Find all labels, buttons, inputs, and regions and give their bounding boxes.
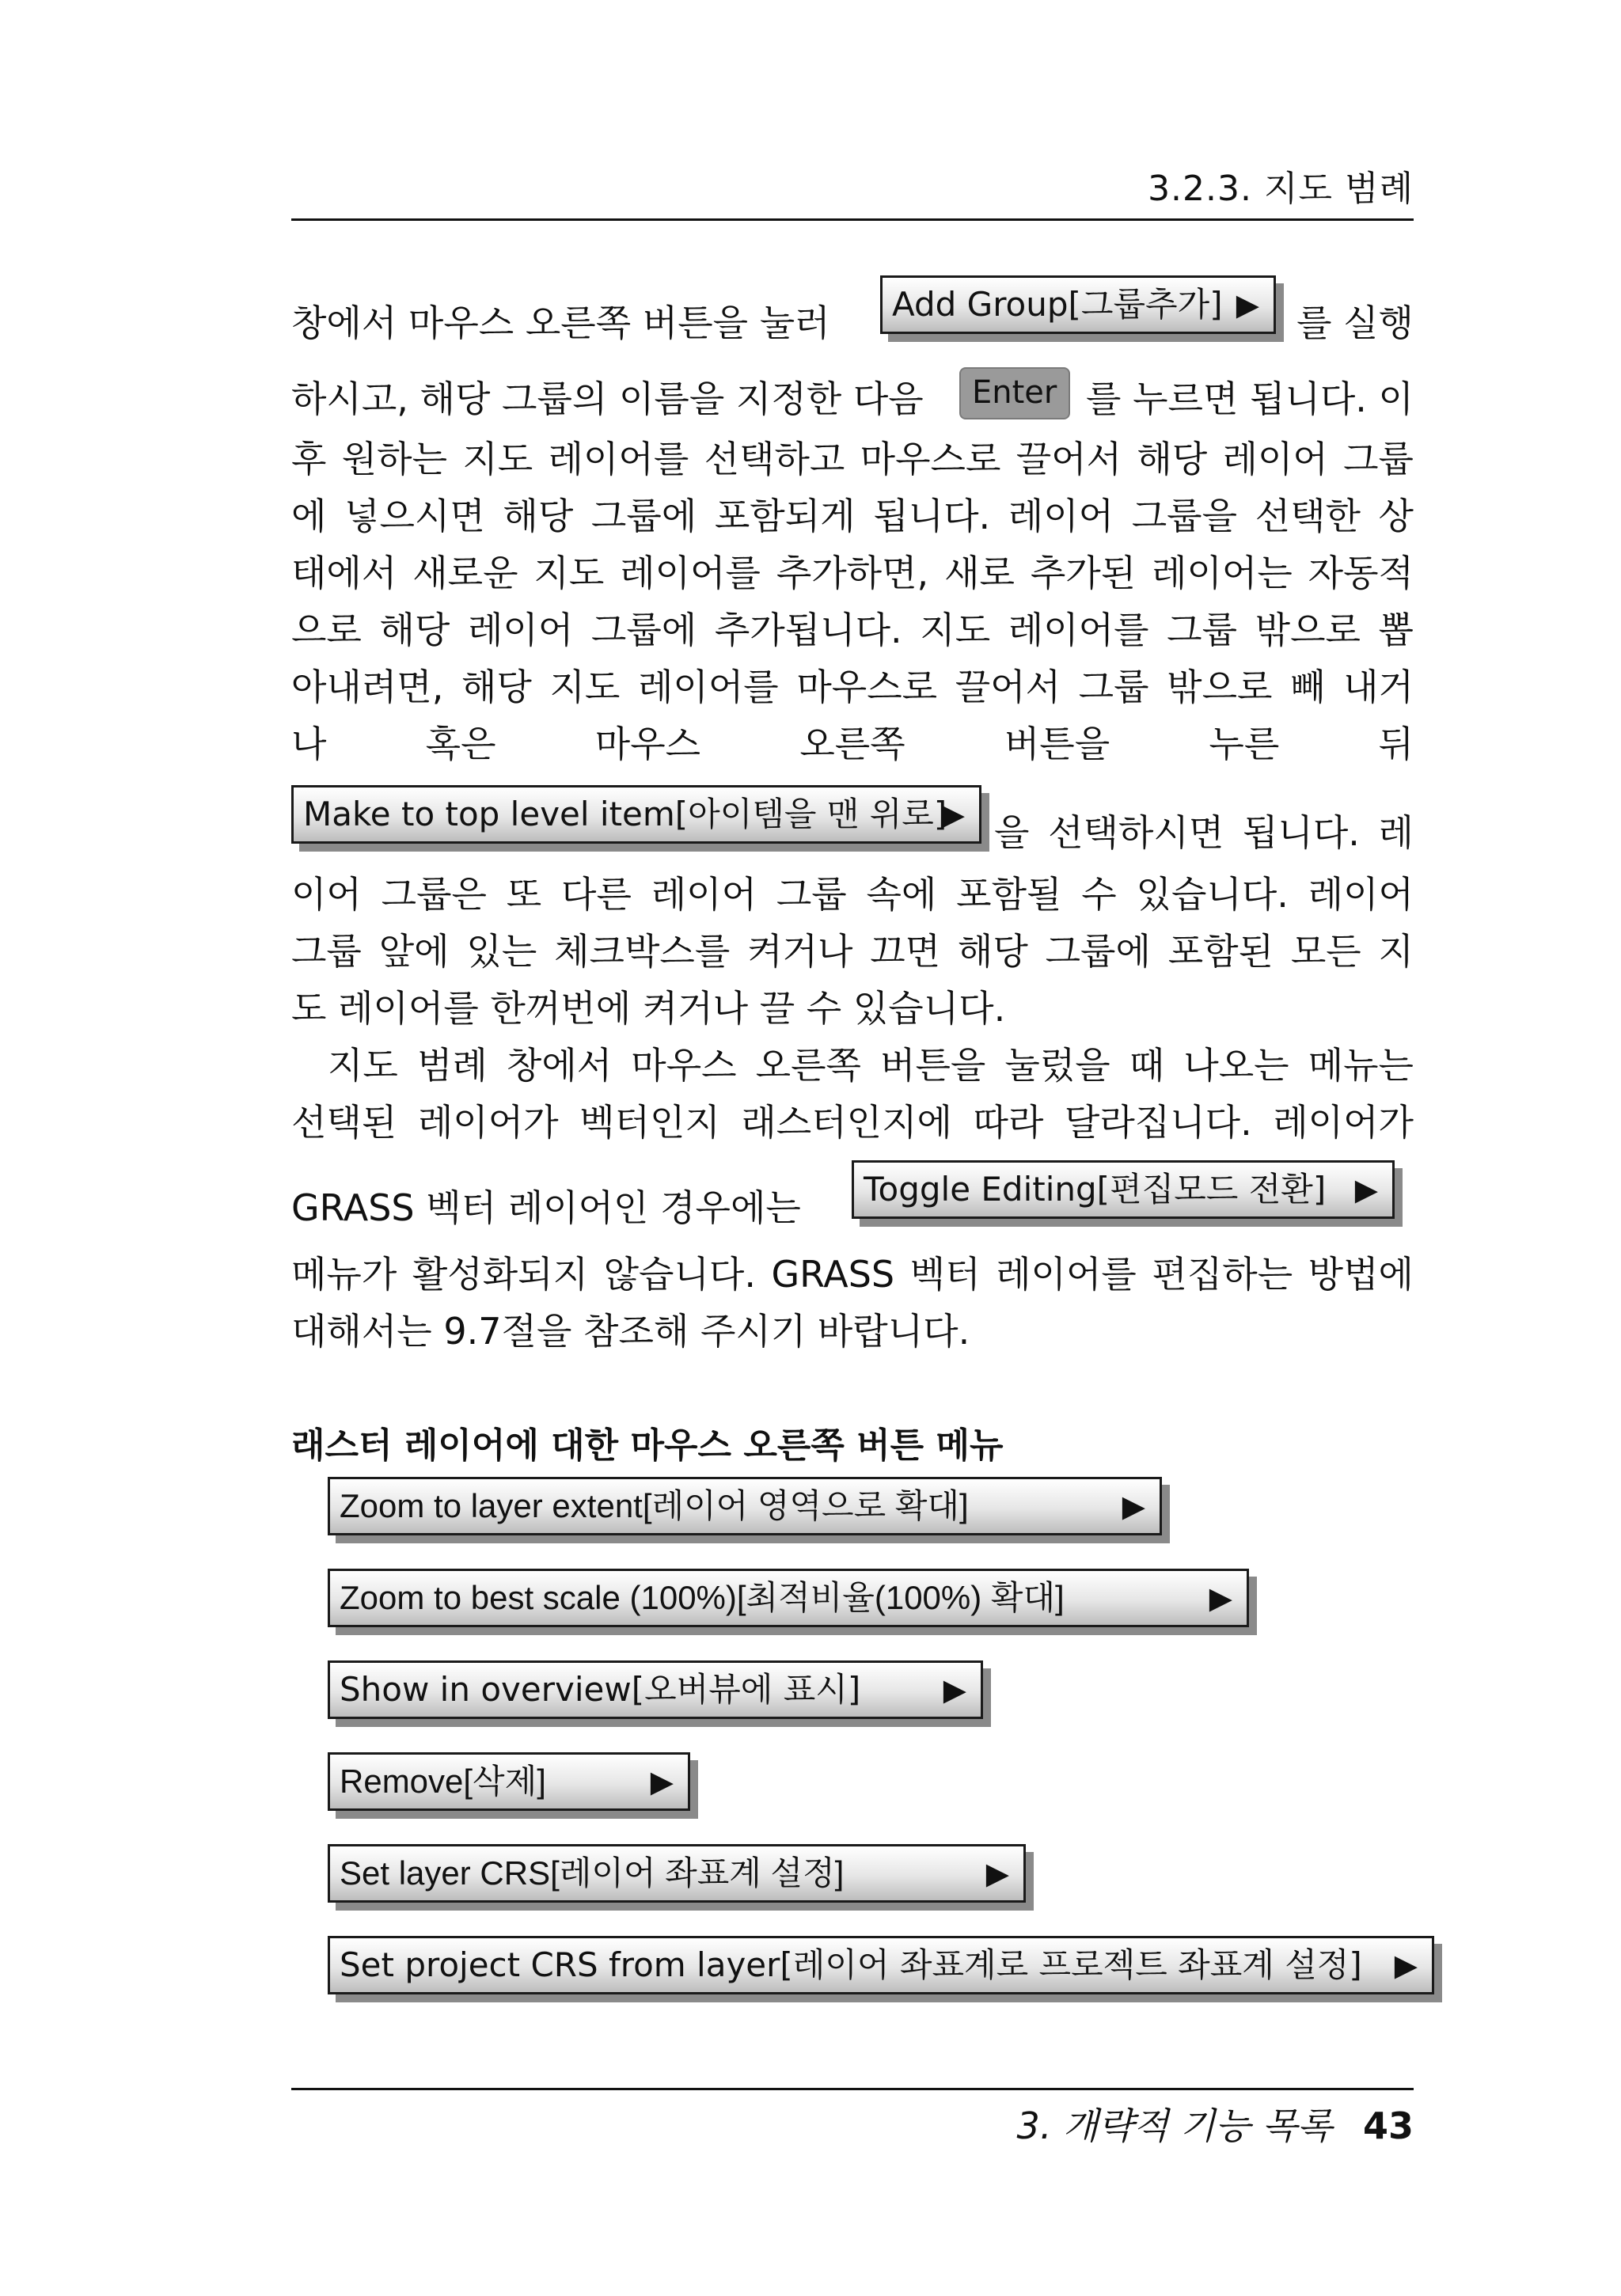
page-header xyxy=(291,155,1414,221)
enter-key xyxy=(959,367,1070,419)
page-footer xyxy=(1017,2097,1414,2150)
text-line: 태에서 새로운 지도 레이어를 추가하면, 새로 추가된 레이어는 자동적 xyxy=(291,552,1414,594)
arrow-right-icon: ▶ xyxy=(1236,287,1259,322)
text-fragment: 창에서 마우스 오른쪽 버튼을 눌러 xyxy=(291,302,830,344)
text-line: 대해서는 9.7절을 참조해 주시기 바랍니다. xyxy=(291,1310,970,1353)
menu-item-label: Set project CRS from layer[레이어 좌표계로 프로젝트 좌표계 설정] xyxy=(340,1945,1362,1984)
raster-menu-heading: 래스터 레이어에 대한 마우스 오른쪽 버튼 메뉴 xyxy=(291,1425,1004,1466)
make-top-level-menu-item[interactable] xyxy=(291,785,981,844)
text-fragment: 를 실행 xyxy=(1296,302,1414,344)
menu-item-label: Toggle Editing[편집모드 전환] xyxy=(864,1170,1327,1209)
text-line: 아내려면, 해당 지도 레이어를 마우스로 끌어서 그룹 밖으로 빼 내거 xyxy=(291,666,1414,708)
text-line: 도 레이어를 한꺼번에 켜거나 끌 수 있습니다. xyxy=(291,987,1006,1030)
text-fragment: GRASS 벡터 레이어인 경우에는 xyxy=(291,1186,801,1229)
arrow-right-icon: ▶ xyxy=(650,1764,674,1799)
menu-item-set-project-crs[interactable] xyxy=(328,1936,1434,1994)
menu-item-show-in-overview[interactable] xyxy=(328,1660,983,1719)
text-fragment: 를 누르면 됩니다. 이 xyxy=(1086,378,1414,420)
text-line: 으로 해당 레이어 그룹에 추가됩니다. 지도 레이어를 그룹 밖으로 뽑 xyxy=(291,609,1414,651)
text-line: 을 선택하시면 됩니다. 레 xyxy=(994,811,1414,854)
text-line: 지도 범례 창에서 마우스 오른쪽 버튼을 눌렀을 때 나오는 메뉴는 xyxy=(328,1044,1414,1087)
section-title: 3.2.3. 지도 범례 xyxy=(1148,169,1414,209)
text-line xyxy=(291,715,1414,772)
text-fragment: 하시고, 해당 그룹의 이름을 지정한 다음 xyxy=(291,378,924,420)
text-line: 그룹 앞에 있는 체크박스를 켜거나 끄면 해당 그룹에 포함된 모든 지 xyxy=(291,930,1414,973)
menu-item-label: Set layer CRS[레이어 좌표계 설정] xyxy=(340,1854,845,1892)
arrow-right-icon: ▶ xyxy=(1122,1489,1145,1524)
toggle-editing-menu-item[interactable] xyxy=(852,1160,1395,1219)
spread-line: 나 혹은 마우스 오른쪽 버튼을 누른 뒤 xyxy=(291,723,1414,765)
arrow-right-icon: ▶ xyxy=(1354,1172,1378,1207)
menu-item-label: Remove[삭제] xyxy=(340,1763,546,1800)
text-line: 메뉴가 활성화되지 않습니다. GRASS 벡터 레이어를 편집하는 방법에 xyxy=(291,1253,1414,1296)
text-line: 후 원하는 지도 레이어를 선택하고 마우스로 끌어서 해당 레이어 그룹 xyxy=(291,438,1414,480)
menu-item-label: Add Group[그룹추가] xyxy=(892,285,1223,324)
arrow-right-icon: ▶ xyxy=(941,797,965,832)
menu-item-label: Zoom to best scale (100%)[최적비율(100%) 확대] xyxy=(340,1579,1065,1616)
add-group-menu-item[interactable] xyxy=(880,275,1276,334)
text-line xyxy=(1076,370,1414,427)
text-line: 에 넣으시면 해당 그룹에 포함되게 됩니다. 레이어 그룹을 선택한 상 xyxy=(291,495,1414,537)
menu-item-label: Zoom to layer extent[레이어 영역으로 확대] xyxy=(340,1487,969,1524)
menu-item-zoom-layer-extent[interactable] xyxy=(328,1477,1162,1535)
menu-item-zoom-best-scale[interactable] xyxy=(328,1569,1249,1627)
chapter-title: 3. 개략적 기능 목록 xyxy=(1016,2104,1333,2147)
text-line: 이어 그룹은 또 다른 레이어 그룹 속에 포함될 수 있습니다. 레이어 xyxy=(291,873,1414,916)
menu-item-set-layer-crs[interactable] xyxy=(328,1844,1026,1903)
page-number: 43 xyxy=(1362,2104,1414,2147)
arrow-right-icon: ▶ xyxy=(1394,1948,1418,1983)
menu-item-label: Show in overview[오버뷰에 표시] xyxy=(340,1670,861,1709)
footer-divider xyxy=(291,2088,1414,2090)
arrow-right-icon: ▶ xyxy=(985,1856,1009,1891)
key-label: Enter xyxy=(972,374,1057,411)
text-line xyxy=(1290,294,1414,351)
menu-item-remove[interactable] xyxy=(328,1752,690,1811)
text-line: 선택된 레이어가 벡터인지 래스터인지에 따라 달라집니다. 레이어가 xyxy=(291,1101,1414,1144)
arrow-right-icon: ▶ xyxy=(1209,1581,1232,1615)
arrow-right-icon: ▶ xyxy=(943,1672,966,1707)
menu-item-label: Make to top level item[아이템을 맨 위로] xyxy=(303,795,947,833)
